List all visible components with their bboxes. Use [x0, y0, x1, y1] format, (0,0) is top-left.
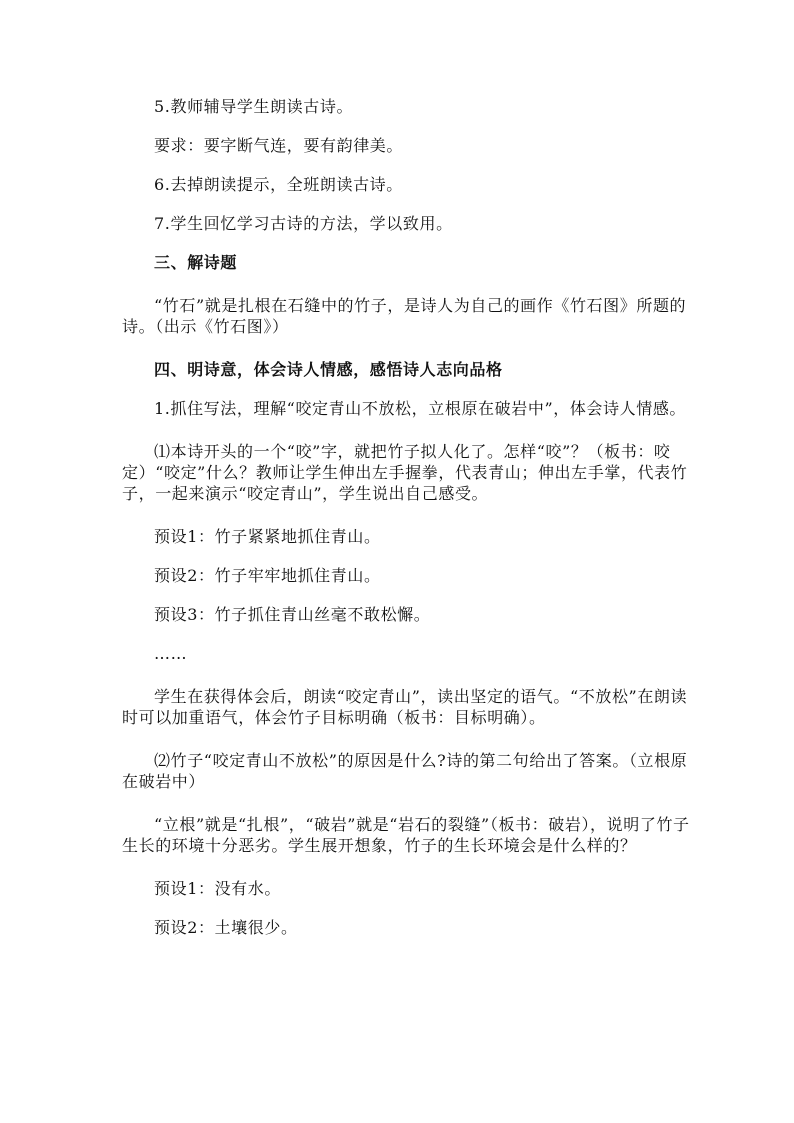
rooting-explanation: “立根”就是“扎根”，“破岩”就是“岩石的裂缝”（板书：破岩），说明了竹子生长的环境十分恶劣。学生展开想象，竹子的生长环境会是什么样的？ [122, 815, 690, 855]
poem-title-explanation: “竹石”就是扎根在石缝中的竹子，是诗人为自己的画作《竹石图》所题的诗。（出示《竹石图》） [122, 296, 687, 336]
point-2-text: ⑵竹子“咬定青山不放松”的原因是什么?诗的第二句给出了答案。（立根原在破岩中） [122, 751, 688, 791]
step-6-text: 6.去掉朗读提示，全班朗读古诗。 [154, 175, 403, 194]
point-1-text: 1.抓住写法，理解“咬定青山不放松，立根原在破岩中”，体会诗人情感。 [154, 399, 687, 418]
ellipsis-text: …… [154, 644, 188, 663]
preset-1-text: 预设1：竹子紧紧地抓住青山。 [154, 527, 381, 546]
point-1-detail: ⑴本诗开头的一个“咬”字，就把竹子拟人化了。怎样“咬”？（板书：咬定）“咬定”什么？教师让学生伸出左手握拳，代表青山；伸出左手掌，代表竹子，一起来演示“咬定青山”，学生说出自己感受。 [122, 442, 688, 503]
preset-1b-text: 预设1：没有水。 [154, 879, 281, 898]
document-body [122, 96, 694, 956]
preset-3-text: 预设3：竹子抓住青山丝毫不敢松懈。 [154, 605, 431, 624]
step-5-text: 5.教师辅导学生朗读古诗。 [154, 97, 354, 116]
section-three-heading: 三、解诗题 [154, 253, 238, 272]
requirement-text: 要求：要字断气连，要有韵律美。 [154, 136, 404, 155]
preset-2-text: 预设2：竹子牢牢地抓住青山。 [154, 566, 381, 585]
student-reading-text: 学生在获得体会后，朗读“咬定青山”，读出坚定的语气。“不放松”在朗读时可以加重语气，体会竹子目标明确（板书：目标明确）。 [122, 687, 688, 727]
preset-2b-text: 预设2：土壤很少。 [154, 918, 298, 937]
step-7-text: 7.学生回忆学习古诗的方法，学以致用。 [154, 214, 453, 233]
section-four-heading: 四、明诗意，体会诗人情感，感悟诗人志向品格 [154, 360, 503, 379]
